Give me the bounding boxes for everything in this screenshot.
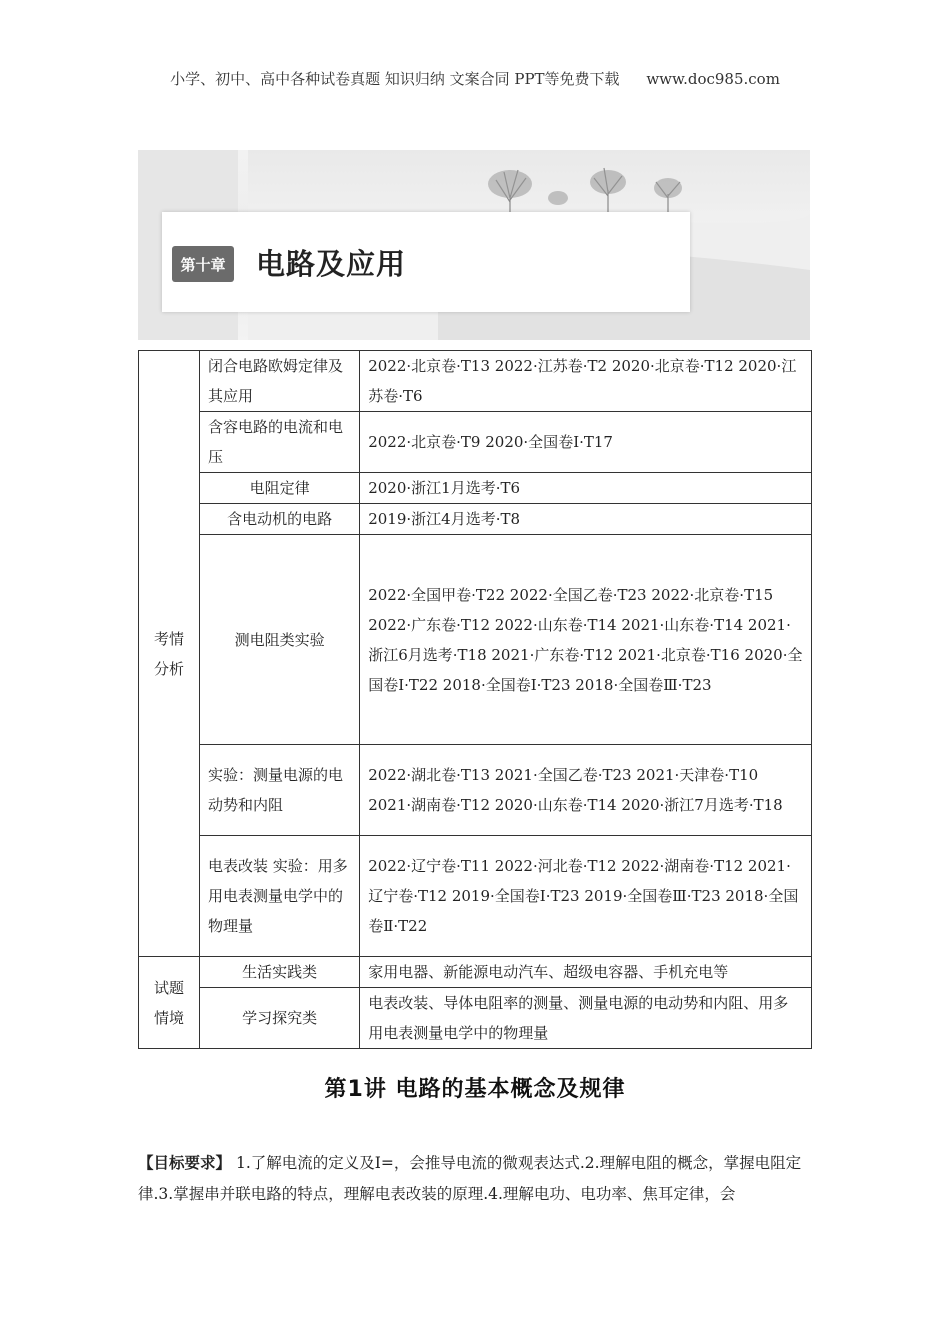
goal-label: 【目标要求】 [138,1154,232,1172]
category-cell-exam-analysis [139,351,200,957]
refs-cell: 电表改装、导体电阻率的测量、测量电源的电动势和内阻、用多用电表测量电学中的物理量 [360,988,812,1049]
exam-analysis-table [138,350,812,1049]
banner-panel [162,212,690,312]
lecture-title: 第1讲 电路的基本概念及规律 [324,1077,626,1102]
refs-cell: 2019·浙江4月选考·T8 [360,504,812,535]
refs-cell: 2022·湖北卷·T13 2021·全国乙卷·T23 2021·天津卷·T10 2021·湖南卷·T12 2020·山东卷·T14 2020·浙江7月选考·T18 [360,745,812,836]
category-label: 分析 [153,659,184,678]
topic-cell: 电表改装 实验：用多用电表测量电学中的物理量 [199,836,359,957]
category-label: 情境 [153,1008,184,1027]
table-row [139,504,812,535]
category-cell-test-context [139,957,200,1049]
topic-cell: 闭合电路欧姆定律及其应用 [199,351,359,412]
refs-cell: 2022·辽宁卷·T11 2022·河北卷·T12 2022·湖南卷·T12 2021·辽宁卷·T12 2019·全国卷Ⅰ·T23 2019·全国卷Ⅲ·T23 2018·全国卷Ⅱ·T22 [360,836,812,957]
refs-cell: 2022·全国甲卷·T22 2022·全国乙卷·T23 2022·北京卷·T15 2022·广东卷·T12 2022·山东卷·T14 2021·山东卷·T14 2021·浙江6月选考·T18 2021·广东卷·T12 2021·北京卷·T16 2020·全国卷Ⅰ·T22 2018·全国卷Ⅰ·T23 2018·全国卷Ⅲ·T23 [360,535,812,745]
category-label: 试题 [153,978,184,997]
category-label: 考情 [153,629,184,648]
topic-cell: 含电动机的电路 [199,504,359,535]
topic-cell: 电阻定律 [199,473,359,504]
table-row [139,535,812,745]
chapter-badge: 第十章 [172,246,234,282]
topic-cell: 含容电路的电流和电压 [199,412,359,473]
topic-cell: 生活实践类 [199,957,359,988]
topic-cell: 学习探究类 [199,988,359,1049]
chapter-title: 电路及应用 [256,247,407,281]
table-row [139,473,812,504]
table-row [139,836,812,957]
refs-cell: 家用电器、新能源电动汽车、超级电容器、手机充电等 [360,957,812,988]
page-header [0,68,950,89]
table-row [139,957,812,988]
refs-cell: 2020·浙江1月选考·T6 [360,473,812,504]
topic-cell: 测电阻类实验 [199,535,359,745]
header-url[interactable]: www.doc985.com [646,70,780,88]
table-row [139,351,812,412]
table-row [139,412,812,473]
table-row [139,988,812,1049]
refs-cell: 2022·北京卷·T13 2022·江苏卷·T2 2020·北京卷·T12 2020·江苏卷·T6 [360,351,812,412]
topic-cell: 实验：测量电源的电动势和内阻 [199,745,359,836]
chapter-banner [138,150,810,340]
table-row [139,745,812,836]
refs-cell: 2022·北京卷·T9 2020·全国卷Ⅰ·T17 [360,412,812,473]
header-text: 小学、初中、高中各种试卷真题 知识归纳 文案合同 PPT等免费下载 [170,70,620,88]
goal-paragraph [138,1148,812,1210]
goal-text: 1.了解电流的定义及I=，会推导电流的微观表达式.2.理解电阻的概念，掌握电阻定律.3.掌握串并联电路的特点，理解电表改装的原理.4.理解电功、电功率、焦耳定律，会 [138,1154,802,1203]
